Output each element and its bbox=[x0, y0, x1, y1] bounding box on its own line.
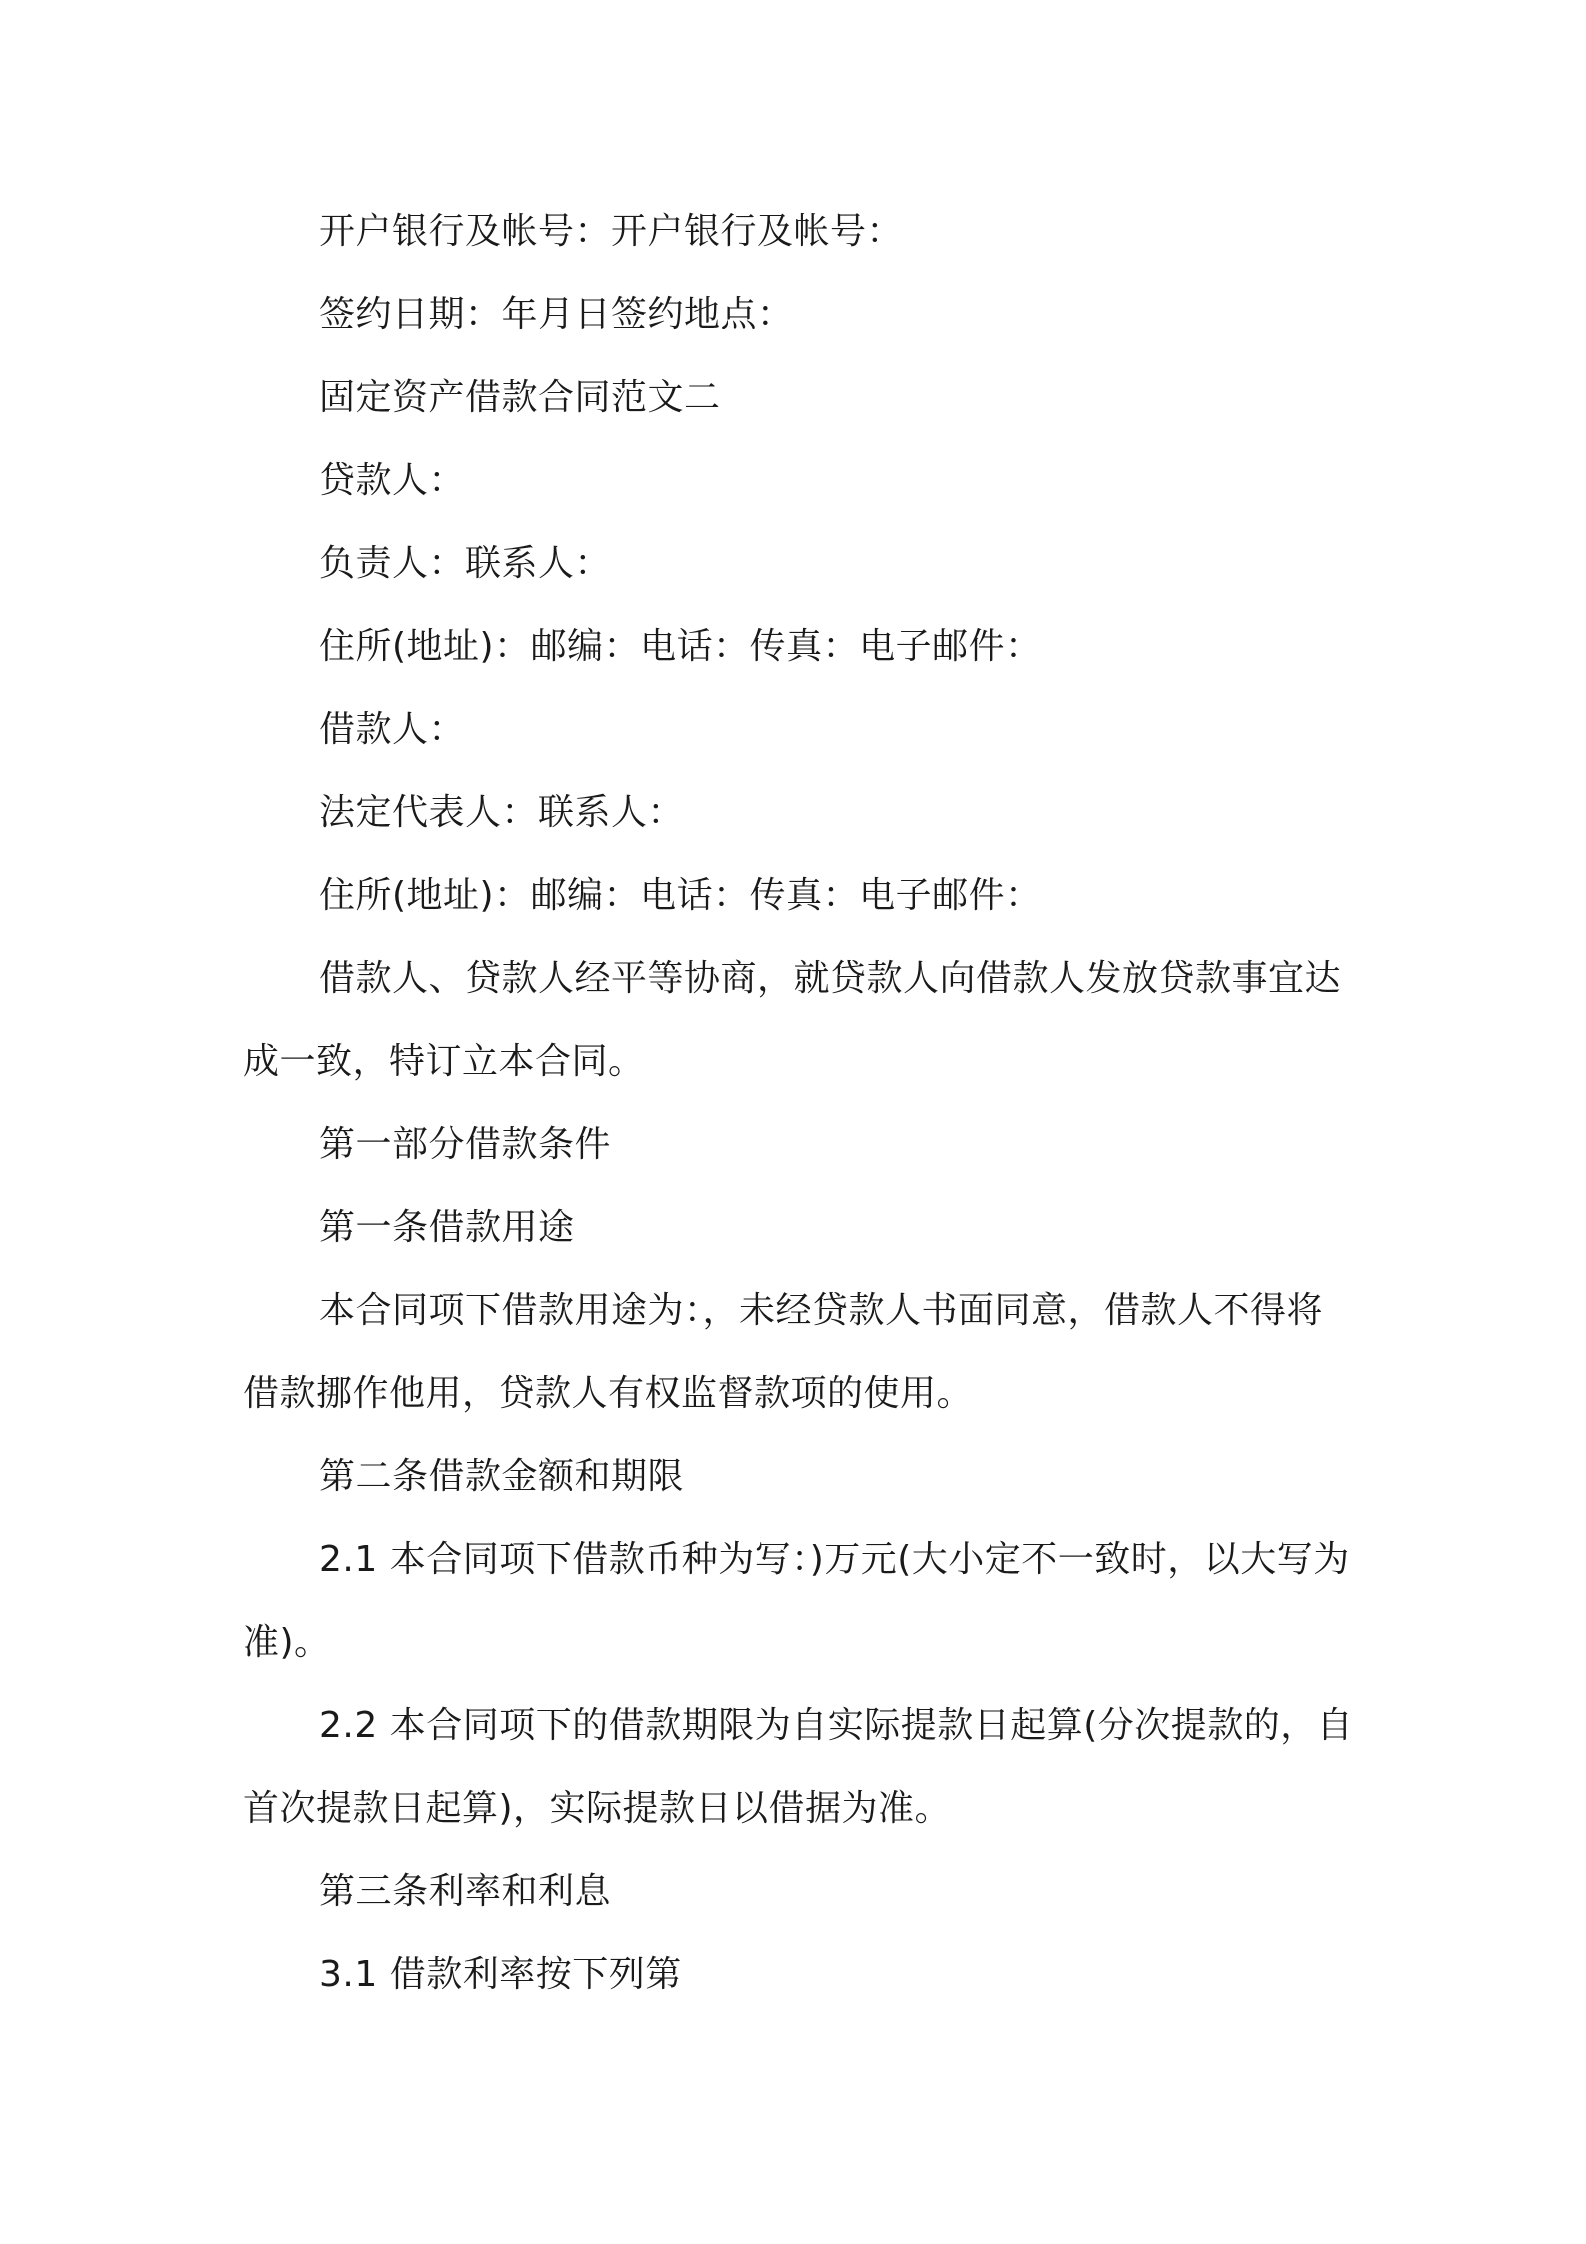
clause-2-1: 2.1 本合同项下借款币种为写：)万元(大小定不一致时，以大写为准)。 bbox=[243, 1539, 1350, 1663]
lender-contact-line: 负责人：联系人： bbox=[319, 543, 612, 584]
article-two-heading: 第二条借款金额和期限 bbox=[319, 1456, 685, 1497]
preamble-paragraph: 借款人、贷款人经平等协商，就贷款人向借款人发放贷款事宜达成一致，特订立本合同。 bbox=[243, 958, 1342, 1082]
clause-2-2: 2.2 本合同项下的借款期限为自实际提款日起算(分次提款的，自首次提款日起算)，实际提款日以借据为准。 bbox=[243, 1705, 1354, 1829]
bank-account-line: 开户银行及帐号：开户银行及帐号： bbox=[319, 211, 904, 252]
lender-address-line: 住所(地址)：邮编：电话：传真：电子邮件： bbox=[319, 626, 1042, 667]
signing-date-line: 签约日期：年月日签约地点： bbox=[319, 294, 794, 335]
borrower-representative-line: 法定代表人：联系人： bbox=[319, 792, 685, 833]
lender-line: 贷款人： bbox=[319, 460, 466, 501]
part-one-heading: 第一部分借款条件 bbox=[319, 1124, 612, 1165]
borrower-address-line: 住所(地址)：邮编：电话：传真：电子邮件： bbox=[319, 875, 1042, 916]
contract-title: 固定资产借款合同范文二 bbox=[319, 377, 721, 418]
borrower-line: 借款人： bbox=[319, 709, 466, 750]
document-body bbox=[243, 190, 1356, 2016]
clause-3-1: 3.1 借款利率按下列第 bbox=[319, 1954, 682, 1995]
article-one-text: 本合同项下借款用途为：，未经贷款人书面同意，借款人不得将借款挪作他用，贷款人有权监督款项的使用。 bbox=[243, 1290, 1324, 1414]
article-one-heading: 第一条借款用途 bbox=[319, 1207, 575, 1248]
article-three-heading: 第三条利率和利息 bbox=[319, 1871, 612, 1912]
